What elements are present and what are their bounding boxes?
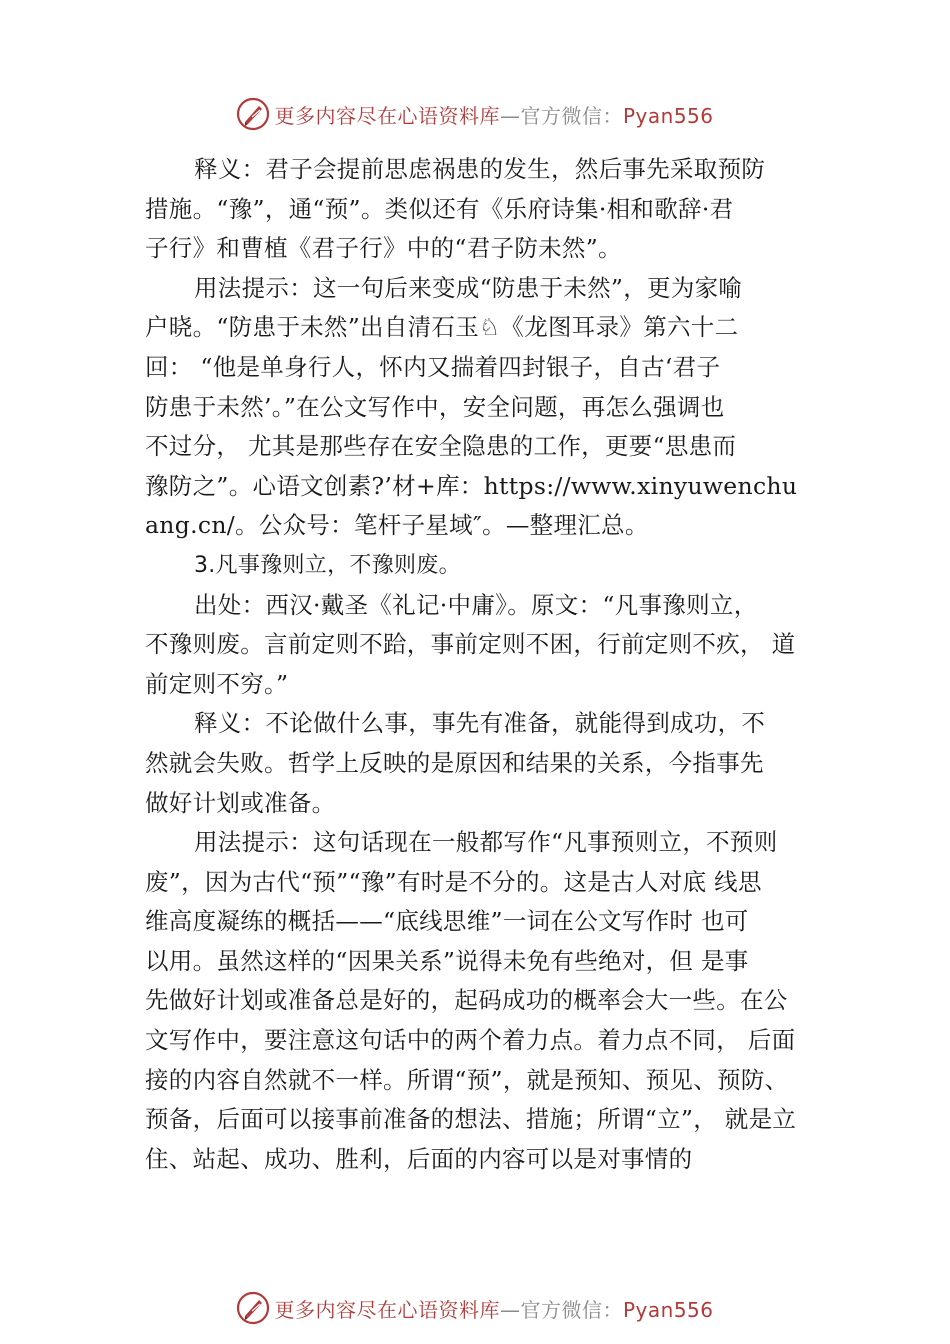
text-line: 回： “他是单身行人，怀内又揣着四封银子，自古‘君子 [145,352,721,381]
text-line: 住、站起、成功、胜利，后面的内容可以是对事情的 [145,1144,693,1173]
document-body [145,150,835,1179]
paragraph-yongfa-1 [145,269,835,546]
text-line: 释义：不论做什么事，事先有准备，就能得到成功，不 [194,709,766,738]
footer-brand: 更多内容尽在心语资料库 [274,1297,500,1322]
text-line: 子行》和曹植《君子行》中的“君子防未然”。 [145,234,622,263]
header-separator: — [499,103,521,128]
section-heading [145,546,835,586]
text-line: ang.cn/。公众号：笔杆子星域″。—整理汇总。 [145,511,649,540]
quill-logo-icon [236,1291,270,1325]
paragraph-shiyi-1 [145,150,835,269]
text-line: 不过分， 尤其是那些存在安全隐患的工作，更要“思患而 [145,432,737,461]
text-line: 接的内容自然就不一样。所谓“预”，就是预知、预见、预防、 [145,1065,789,1094]
header-wechat-id: Pyan556 [622,103,714,128]
text-line: 文写作中，要注意这句话中的两个着力点。着力点不同， 后面 [145,1026,796,1055]
text-line: 用法提示：这句话现在一般都写作“凡事预则立，不预则 [194,828,778,857]
text-line: 维高度凝练的概括——“底线思维”一词在公文写作时 也可 [145,907,749,936]
text-line: 户晓。“防患于未然”出自清石玉♘《龙图耳录》第六十二 [145,313,739,342]
header-banner-text [274,100,713,129]
paragraph-chuchu [145,586,835,705]
footer-banner [0,1286,950,1330]
paragraph-shiyi-2 [145,704,835,823]
footer-banner-text [274,1294,713,1323]
text-line: 做好计划或准备。 [145,788,336,817]
text-line: 废”，因为古代“预”“豫”有时是不分的。这是古人对底 线思 [145,867,762,896]
text-line: 防患于未然’。”在公文写作中，安全问题，再怎么强调也 [145,392,725,421]
text-line: 然就会失败。哲学上反映的是原因和结果的关系，今指事先 [145,748,764,777]
text-line: 豫防之”。心语文创素?’材+库：https://www.xinyuwenchu [145,471,798,500]
text-line: 预备，后面可以接事前准备的想法、措施；所谓“立”， 就是立 [145,1105,797,1134]
footer-wechat-id: Pyan556 [622,1297,714,1322]
footer-wechat-label: 官方微信： [520,1297,623,1322]
header-wechat-label: 官方微信： [520,103,623,128]
text-line: 以用。虽然这样的“因果关系”说得未免有些绝对，但 是事 [145,946,749,975]
footer-separator: — [499,1297,521,1322]
text-line: 措施。“豫”，通“预”。类似还有《乐府诗集·相和歌辞·君 [145,194,734,223]
text-line: 出处：西汉·戴圣《礼记·中庸》。原文：“凡事豫则立， [194,590,758,619]
text-line: 释义：君子会提前思虑祸患的发生，然后事先采取预防 [194,155,766,183]
header-brand: 更多内容尽在心语资料库 [274,103,500,128]
quill-logo-icon [236,97,270,131]
header-banner [0,92,950,136]
paragraph-yongfa-2 [145,823,835,1179]
text-line: 用法提示：这一句后来变成“防患于未然”，更为家喻 [194,273,743,302]
text-line: 不豫则废。言前定则不跲，事前定则不困，行前定则不疚， 道 [145,630,796,659]
heading-text: 3.凡事豫则立，不豫则废。 [194,552,461,578]
text-line: 前定则不穷。” [145,669,289,698]
text-line: 先做好计划或准备总是好的，起码成功的概率会大一些。在公 [145,986,788,1015]
